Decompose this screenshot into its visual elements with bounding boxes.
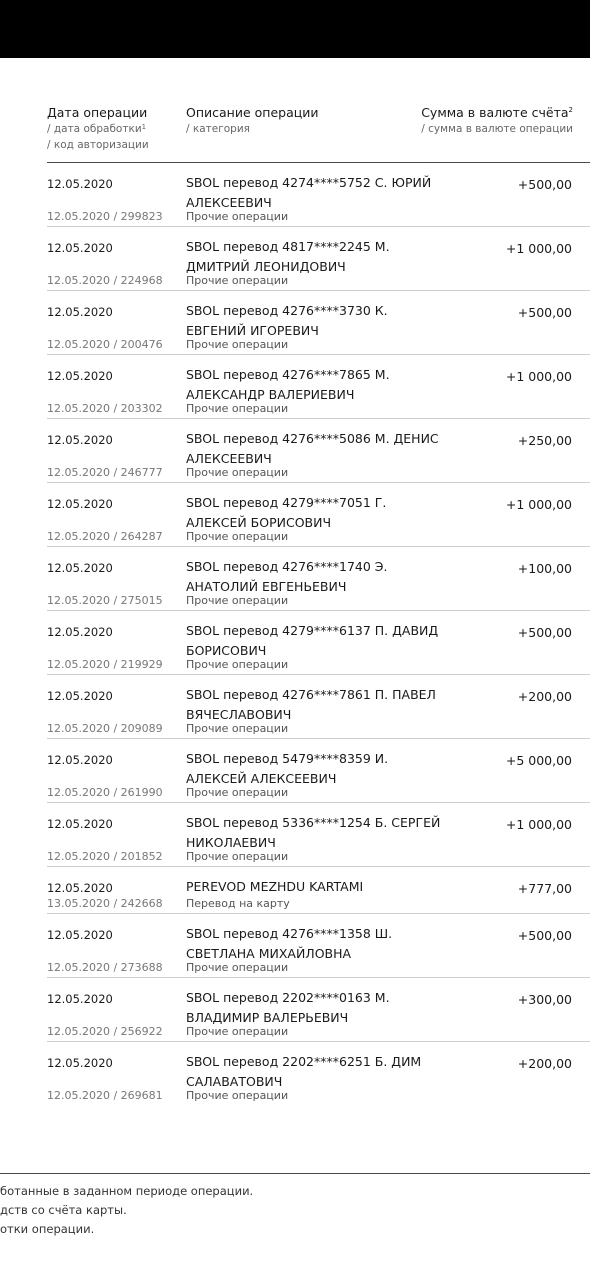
processing-date-auth-code: 12.05.2020 / 246777 [47,466,163,479]
operation-category: Прочие операции [186,786,289,799]
operation-category: Прочие операции [186,961,289,974]
transaction-row [0,483,590,547]
operation-category: Прочие операции [186,722,289,735]
transaction-row [0,914,590,978]
operation-date: 12.05.2020 [47,992,113,1006]
transaction-row [0,867,590,914]
processing-date-auth-code: 12.05.2020 / 264287 [47,530,163,543]
transaction-row [0,675,590,739]
footnote-3: отки операции. [0,1222,95,1236]
operation-date: 12.05.2020 [47,241,113,255]
operation-description: SBOL перевод 4276****7861 П. ПАВЕЛ ВЯЧЕСЛАВОВИЧ [186,687,436,722]
transaction-row [0,803,590,867]
operation-date: 12.05.2020 [47,433,113,447]
operation-description: SBOL перевод 5479****8359 И. АЛЕКСЕЙ АЛЕКСЕЕВИЧ [186,751,389,786]
operation-amount: +200,00 [517,689,572,704]
operation-amount: +1 000,00 [505,241,572,256]
footnote-marker-1: 1 [141,123,147,131]
processing-date-auth-code: 12.05.2020 / 269681 [47,1089,163,1102]
processing-date-auth-code: 12.05.2020 / 256922 [47,1025,163,1038]
operation-description: SBOL перевод 4274****5752 С. ЮРИЙ АЛЕКСЕЕВИЧ [186,175,432,210]
operation-amount: +500,00 [517,625,572,640]
description-header-label: Описание операции [186,105,319,120]
date-header-sub2: / код авторизации [47,139,149,151]
operation-amount: +1 000,00 [505,817,572,832]
operation-amount: +100,00 [517,561,572,576]
operation-date: 12.05.2020 [47,369,113,383]
operation-description: SBOL перевод 4276****1358 Ш. СВЕТЛАНА МИХАЙЛОВНА [186,926,393,961]
transaction-row [0,163,590,227]
operation-date: 12.05.2020 [47,753,113,767]
operation-date: 12.05.2020 [47,305,113,319]
operation-date: 12.05.2020 [47,928,113,942]
operation-amount: +250,00 [517,433,572,448]
operation-category: Прочие операции [186,850,289,863]
operation-category: Прочие операции [186,1025,289,1038]
operation-amount: +300,00 [517,992,572,1007]
operation-category: Прочие операции [186,274,289,287]
footnote-1: ботанные в заданном периоде операции. [0,1184,254,1198]
processing-date-auth-code: 12.05.2020 / 201852 [47,850,163,863]
processing-date-auth-code: 12.05.2020 / 200476 [47,338,163,351]
operation-category: Прочие операции [186,1089,289,1102]
operation-amount: +500,00 [517,928,572,943]
operation-category: Прочие операции [186,594,289,607]
operation-description: SBOL перевод 4276****3730 К. ЕВГЕНИЙ ИГОРЕВИЧ [186,303,388,338]
processing-date-auth-code: 12.05.2020 / 219929 [47,658,163,671]
operation-amount: +5 000,00 [505,753,572,768]
operation-date: 12.05.2020 [47,625,113,639]
processing-date-auth-code: 12.05.2020 / 224968 [47,274,163,287]
operation-description: SBOL перевод 2202****0163 М. ВЛАДИМИР ВАЛЕРЬЕВИЧ [186,990,390,1025]
footnote-2: дств со счёта карты. [0,1203,127,1217]
processing-date-auth-code: 13.05.2020 / 242668 [47,897,163,910]
operation-amount: +1 000,00 [505,497,572,512]
processing-date-auth-code: 12.05.2020 / 299823 [47,210,163,223]
processing-date-auth-code: 12.05.2020 / 273688 [47,961,163,974]
processing-date-auth-code: 12.05.2020 / 275015 [47,594,163,607]
date-header-sub1: / дата обработки$^1$ [47,123,147,135]
transaction-row [0,1042,590,1106]
column-header-date [47,104,149,153]
operation-description: SBOL перевод 2202****6251 Б. ДИМ САЛАВАТОВИЧ [186,1054,422,1089]
date-header-label: Дата операции [47,105,148,120]
operation-date: 12.05.2020 [47,689,113,703]
transaction-row [0,291,590,355]
transaction-row [0,227,590,291]
operation-description: SBOL перевод 4279****7051 Г. АЛЕКСЕЙ БОРИСОВИЧ [186,495,387,530]
operation-description: SBOL перевод 4279****6137 П. ДАВИД БОРИСОВИЧ [186,623,439,658]
footnote-marker-2: 2 [568,106,573,114]
processing-date-auth-code: 12.05.2020 / 203302 [47,402,163,415]
operation-date: 12.05.2020 [47,881,113,895]
operation-category: Прочие операции [186,402,289,415]
operation-amount: +200,00 [517,1056,572,1071]
operation-description: SBOL перевод 4817****2245 М. ДМИТРИЙ ЛЕОНИДОВИЧ [186,239,390,274]
operation-date: 12.05.2020 [47,497,113,511]
transaction-row [0,419,590,483]
operation-category: Прочие операции [186,338,289,351]
processing-date-auth-code: 12.05.2020 / 209089 [47,722,163,735]
operation-date: 12.05.2020 [47,1056,113,1070]
footer-divider [0,1173,590,1174]
transaction-row [0,611,590,675]
operation-amount: +500,00 [517,305,572,320]
transaction-row [0,547,590,611]
operation-description: SBOL перевод 4276****1740 Э. АНАТОЛИЙ ЕВГЕНЬЕВИЧ [186,559,388,594]
operation-category: Прочие операции [186,210,289,223]
top-bar [0,0,590,58]
operation-date: 12.05.2020 [47,817,113,831]
operation-description: PEREVOD MEZHDU KARTAMI [186,879,364,894]
operation-amount: +1 000,00 [505,369,572,384]
processing-date-auth-code: 12.05.2020 / 261990 [47,786,163,799]
transaction-row [0,355,590,419]
column-header-amount [421,104,573,137]
column-header-description [186,104,319,137]
operation-category: Прочие операции [186,466,289,479]
operation-description: SBOL перевод 4276****7865 М. АЛЕКСАНДР ВАЛЕРИЕВИЧ [186,367,390,402]
operation-description: SBOL перевод 5336****1254 Б. СЕРГЕЙ НИКОЛАЕВИЧ [186,815,441,850]
operation-description: SBOL перевод 4276****5086 М. ДЕНИС АЛЕКСЕЕВИЧ [186,431,439,466]
operation-date: 12.05.2020 [47,561,113,575]
operation-category: Прочие операции [186,658,289,671]
amount-header-sub: / сумма в валюте операции [421,123,573,135]
operation-amount: +500,00 [517,177,572,192]
amount-header-label: Сумма в валюте счёта$^2$ [421,105,573,120]
transaction-row [0,739,590,803]
description-header-sub: / категория [186,123,250,135]
operation-amount: +777,00 [517,881,572,896]
transaction-row [0,978,590,1042]
operation-category: Перевод на карту [186,897,290,910]
operation-date: 12.05.2020 [47,177,113,191]
operation-category: Прочие операции [186,530,289,543]
